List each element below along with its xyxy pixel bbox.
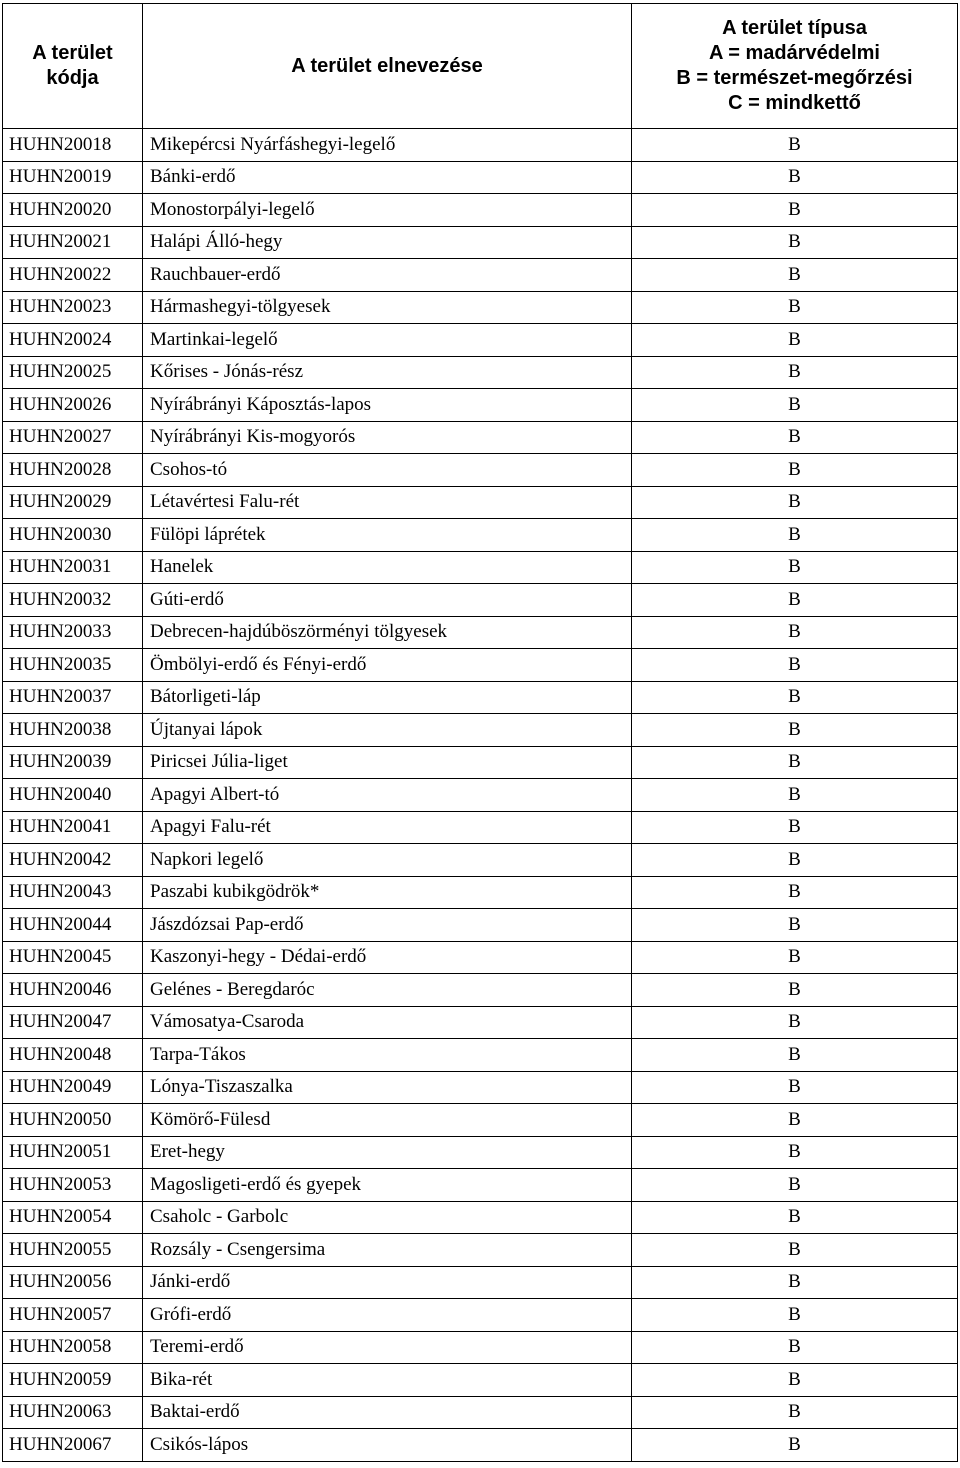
table-row xyxy=(3,1364,958,1397)
area-type-cell: B xyxy=(632,161,958,194)
header-type-line: C = mindkettő xyxy=(728,92,861,114)
area-name-cell: Apagyi Albert-tó xyxy=(143,779,632,812)
table-row xyxy=(3,941,958,974)
area-code-cell: HUHN20053 xyxy=(3,1169,143,1202)
area-type-cell: B xyxy=(632,1006,958,1039)
area-code-cell: HUHN20043 xyxy=(3,876,143,909)
area-name-cell: Kaszonyi-hegy - Dédai-erdő xyxy=(143,941,632,974)
table-row xyxy=(3,1331,958,1364)
area-code-cell: HUHN20030 xyxy=(3,519,143,552)
table-row xyxy=(3,356,958,389)
table-row xyxy=(3,1266,958,1299)
table-row xyxy=(3,324,958,357)
area-name-cell: Paszabi kubikgödrök* xyxy=(143,876,632,909)
area-code-cell: HUHN20024 xyxy=(3,324,143,357)
area-name-cell: Vámosatya-Csaroda xyxy=(143,1006,632,1039)
table-row xyxy=(3,259,958,292)
area-type-cell: B xyxy=(632,1136,958,1169)
area-type-cell: B xyxy=(632,1169,958,1202)
table-row xyxy=(3,1299,958,1332)
header-name xyxy=(143,4,632,129)
header-name-line: A terület elnevezése xyxy=(291,54,483,77)
area-type-cell: B xyxy=(632,324,958,357)
area-code-cell: HUHN20044 xyxy=(3,909,143,942)
table-row xyxy=(3,389,958,422)
area-type-cell: B xyxy=(632,129,958,162)
area-type-cell: B xyxy=(632,714,958,747)
area-code-cell: HUHN20055 xyxy=(3,1234,143,1267)
area-name-cell: Eret-hegy xyxy=(143,1136,632,1169)
area-code-cell: HUHN20057 xyxy=(3,1299,143,1332)
areas-table xyxy=(2,3,958,1462)
area-code-cell: HUHN20045 xyxy=(3,941,143,974)
area-code-cell: HUHN20025 xyxy=(3,356,143,389)
area-code-cell: HUHN20033 xyxy=(3,616,143,649)
area-code-cell: HUHN20032 xyxy=(3,584,143,617)
table-row xyxy=(3,551,958,584)
table-row xyxy=(3,746,958,779)
table-row xyxy=(3,519,958,552)
area-name-cell: Hanelek xyxy=(143,551,632,584)
area-type-cell: B xyxy=(632,811,958,844)
table-row xyxy=(3,584,958,617)
table-row xyxy=(3,1136,958,1169)
area-name-cell: Gúti-erdő xyxy=(143,584,632,617)
area-name-cell: Bátorligeti-láp xyxy=(143,681,632,714)
area-type-cell: B xyxy=(632,226,958,259)
table-row xyxy=(3,161,958,194)
table-row xyxy=(3,194,958,227)
area-name-cell: Magosligeti-erdő és gyepek xyxy=(143,1169,632,1202)
area-type-cell: B xyxy=(632,1396,958,1429)
table-row xyxy=(3,974,958,1007)
area-code-cell: HUHN20019 xyxy=(3,161,143,194)
header-type-line: B = természet-megőrzési xyxy=(676,67,913,89)
area-code-cell: HUHN20056 xyxy=(3,1266,143,1299)
table-row xyxy=(3,649,958,682)
table-row xyxy=(3,1006,958,1039)
header-row xyxy=(3,4,958,129)
area-type-cell: B xyxy=(632,1331,958,1364)
area-code-cell: HUHN20042 xyxy=(3,844,143,877)
area-type-cell: B xyxy=(632,291,958,324)
area-type-cell: B xyxy=(632,356,958,389)
table-row xyxy=(3,616,958,649)
table-row xyxy=(3,1104,958,1137)
header-type xyxy=(632,4,958,129)
area-name-cell: Piricsei Júlia-liget xyxy=(143,746,632,779)
area-code-cell: HUHN20047 xyxy=(3,1006,143,1039)
area-type-cell: B xyxy=(632,1039,958,1072)
area-name-cell: Napkori legelő xyxy=(143,844,632,877)
area-name-cell: Jánki-erdő xyxy=(143,1266,632,1299)
table-row xyxy=(3,844,958,877)
area-name-cell: Baktai-erdő xyxy=(143,1396,632,1429)
area-code-cell: HUHN20051 xyxy=(3,1136,143,1169)
table-row xyxy=(3,1429,958,1462)
table-row xyxy=(3,226,958,259)
area-code-cell: HUHN20040 xyxy=(3,779,143,812)
header-type-line: A terület típusa xyxy=(722,17,867,39)
area-type-cell: B xyxy=(632,259,958,292)
table-row xyxy=(3,1071,958,1104)
area-type-cell: B xyxy=(632,1429,958,1462)
area-type-cell: B xyxy=(632,779,958,812)
area-code-cell: HUHN20041 xyxy=(3,811,143,844)
area-name-cell: Grófi-erdő xyxy=(143,1299,632,1332)
table-row xyxy=(3,811,958,844)
area-code-cell: HUHN20054 xyxy=(3,1201,143,1234)
area-code-cell: HUHN20049 xyxy=(3,1071,143,1104)
area-name-cell: Fülöpi láprétek xyxy=(143,519,632,552)
area-code-cell: HUHN20023 xyxy=(3,291,143,324)
area-code-cell: HUHN20018 xyxy=(3,129,143,162)
area-type-cell: B xyxy=(632,1201,958,1234)
area-code-cell: HUHN20059 xyxy=(3,1364,143,1397)
area-name-cell: Gelénes - Beregdaróc xyxy=(143,974,632,1007)
area-name-cell: Teremi-erdő xyxy=(143,1331,632,1364)
area-name-cell: Jászdózsai Pap-erdő xyxy=(143,909,632,942)
table-row xyxy=(3,129,958,162)
area-code-cell: HUHN20028 xyxy=(3,454,143,487)
table-row xyxy=(3,486,958,519)
area-type-cell: B xyxy=(632,551,958,584)
area-code-cell: HUHN20058 xyxy=(3,1331,143,1364)
area-name-cell: Bika-rét xyxy=(143,1364,632,1397)
header-code-line: kódja xyxy=(46,67,99,89)
area-type-cell: B xyxy=(632,649,958,682)
table-row xyxy=(3,876,958,909)
area-code-cell: HUHN20039 xyxy=(3,746,143,779)
area-code-cell: HUHN20038 xyxy=(3,714,143,747)
area-type-cell: B xyxy=(632,486,958,519)
table-row xyxy=(3,1234,958,1267)
area-type-cell: B xyxy=(632,389,958,422)
area-type-cell: B xyxy=(632,1299,958,1332)
area-code-cell: HUHN20037 xyxy=(3,681,143,714)
area-type-cell: B xyxy=(632,974,958,1007)
area-type-cell: B xyxy=(632,909,958,942)
area-code-cell: HUHN20046 xyxy=(3,974,143,1007)
area-name-cell: Kömörő-Fülesd xyxy=(143,1104,632,1137)
table-row xyxy=(3,1201,958,1234)
area-code-cell: HUHN20021 xyxy=(3,226,143,259)
area-code-cell: HUHN20067 xyxy=(3,1429,143,1462)
area-type-cell: B xyxy=(632,746,958,779)
table-row xyxy=(3,1039,958,1072)
area-code-cell: HUHN20031 xyxy=(3,551,143,584)
area-type-cell: B xyxy=(632,844,958,877)
area-code-cell: HUHN20022 xyxy=(3,259,143,292)
table-row xyxy=(3,1396,958,1429)
table-row xyxy=(3,714,958,747)
area-name-cell: Debrecen-hajdúböszörményi tölgyesek xyxy=(143,616,632,649)
area-code-cell: HUHN20050 xyxy=(3,1104,143,1137)
area-code-cell: HUHN20020 xyxy=(3,194,143,227)
table-row xyxy=(3,681,958,714)
table-row xyxy=(3,909,958,942)
area-name-cell: Halápi Álló-hegy xyxy=(143,226,632,259)
header-code xyxy=(3,4,143,129)
area-name-cell: Csaholc - Garbolc xyxy=(143,1201,632,1234)
area-code-cell: HUHN20063 xyxy=(3,1396,143,1429)
area-name-cell: Lónya-Tiszaszalka xyxy=(143,1071,632,1104)
area-name-cell: Hármashegyi-tölgyesek xyxy=(143,291,632,324)
table-row xyxy=(3,779,958,812)
area-type-cell: B xyxy=(632,941,958,974)
area-type-cell: B xyxy=(632,616,958,649)
area-code-cell: HUHN20048 xyxy=(3,1039,143,1072)
area-type-cell: B xyxy=(632,1104,958,1137)
area-name-cell: Martinkai-legelő xyxy=(143,324,632,357)
area-name-cell: Mikepércsi Nyárfáshegyi-legelő xyxy=(143,129,632,162)
area-name-cell: Monostorpályi-legelő xyxy=(143,194,632,227)
area-name-cell: Rozsály - Csengersima xyxy=(143,1234,632,1267)
table-row xyxy=(3,454,958,487)
area-name-cell: Bánki-erdő xyxy=(143,161,632,194)
area-name-cell: Kőrises - Jónás-rész xyxy=(143,356,632,389)
area-type-cell: B xyxy=(632,1071,958,1104)
area-code-cell: HUHN20035 xyxy=(3,649,143,682)
area-code-cell: HUHN20029 xyxy=(3,486,143,519)
table-row xyxy=(3,421,958,454)
area-name-cell: Ömbölyi-erdő és Fényi-erdő xyxy=(143,649,632,682)
area-type-cell: B xyxy=(632,519,958,552)
area-name-cell: Létavértesi Falu-rét xyxy=(143,486,632,519)
area-type-cell: B xyxy=(632,681,958,714)
area-type-cell: B xyxy=(632,454,958,487)
area-type-cell: B xyxy=(632,1364,958,1397)
area-name-cell: Újtanyai lápok xyxy=(143,714,632,747)
area-name-cell: Nyírábrányi Kis-mogyorós xyxy=(143,421,632,454)
area-type-cell: B xyxy=(632,876,958,909)
header-type-line: A = madárvédelmi xyxy=(708,42,880,64)
area-name-cell: Nyírábrányi Káposztás-lapos xyxy=(143,389,632,422)
area-name-cell: Csikós-lápos xyxy=(143,1429,632,1462)
area-code-cell: HUHN20027 xyxy=(3,421,143,454)
area-code-cell: HUHN20026 xyxy=(3,389,143,422)
area-type-cell: B xyxy=(632,1266,958,1299)
area-type-cell: B xyxy=(632,421,958,454)
area-name-cell: Apagyi Falu-rét xyxy=(143,811,632,844)
table-row xyxy=(3,291,958,324)
table-row xyxy=(3,1169,958,1202)
area-name-cell: Rauchbauer-erdő xyxy=(143,259,632,292)
area-type-cell: B xyxy=(632,194,958,227)
header-code-line: A terület xyxy=(32,42,113,64)
area-type-cell: B xyxy=(632,584,958,617)
area-type-cell: B xyxy=(632,1234,958,1267)
area-name-cell: Tarpa-Tákos xyxy=(143,1039,632,1072)
area-name-cell: Csohos-tó xyxy=(143,454,632,487)
